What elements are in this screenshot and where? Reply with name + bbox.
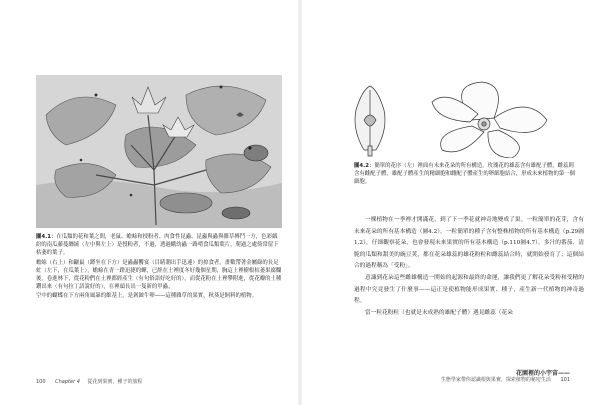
body-text (354, 215, 584, 319)
bud-section-icon (355, 86, 385, 156)
caption-text: 在瓜類的花和葉之間，老鼠、蟾蜍和授粉者、肉食性昆蟲、昆蟲與蟲與雜草搏鬥一方，色彩繽紛的南瓜藤蔓纏繞（左中與左上）是授粉者，不過，透過蛾幼蟲一路啃食瓜類葉片，爬過之處倚常留下枯萎的葉子。 (36, 234, 279, 257)
figure-label: 圖4.2： (354, 163, 375, 169)
page-number: 100 (36, 379, 46, 385)
caption-paragraph: 蟾蜍（右上）和鼴鼠（蹲坐在下方）是蟲蟲饗宴（目睹潮出手迅速）的掠食者，畫數帶著金屬綠的長足虻（左下，在瓜葉上），蟾蜍在青一蹬迅捷的蟬，已經在土裡度冬好幾個星期，胸這土裡樹根枯萎果腐爛後。卷進林下，從花粉們在土裡都經產生（有句俗語好吃好的），而從花粉在土裡攀附進，從花瓣的土種鑽出來（有句拉丁語說好的），在裡頭長出一隻新的甲蟲。 (36, 259, 282, 291)
series-title: 花園裡的小宇宙—— (515, 370, 570, 377)
body-paragraph: 當一粒花粉粒（也就是未成熟的雄配子體）遇見雌蕊（花朵 (365, 309, 513, 316)
illustration-caption (36, 233, 282, 302)
body-paragraph: 一棵植物在一季裡才開滿花，到了下一季花就神奇地變成了果。一粒簡單的花芽，含有未來花朵的所有基本構造（圖4.2）。一粒簡單的種子含有整株植物的所有基本構造（p.29圖1.2），仔細觀察花朵，也會發現未來果實的所有基本構造（p.110圖4.7）。多汁的番茄、清脆的瓜類和甜美的豌豆莢，都在花朵雄蕊的雄花粉粒和雌蕊結合時，就開始發育了；這個結合的過程稱為「受粉」。 (354, 217, 584, 270)
right-page (300, 0, 600, 405)
page-number: 101 (560, 377, 570, 383)
right-folio (441, 370, 570, 395)
bud-and-flower-drawing (342, 80, 572, 158)
book-subtitle: 生態學家帶你認識根與果實，探索植物的秘密生活 (440, 377, 551, 383)
caption-paragraph (36, 233, 282, 258)
chapter-label: Chapter 4 (55, 379, 80, 385)
garden-illustration (36, 75, 282, 228)
caption-paragraph: 空中的蝴蝶在下方兩角風暴的維基上，是剝蝕牛卵——這種雜草的果實，秋葵是飼料的植物。 (36, 293, 258, 300)
chapter-title: 從花到果實，種子的旅程 (87, 379, 143, 385)
left-folio (36, 378, 143, 395)
flower-diagram (342, 80, 572, 158)
caption-text: 簡單的花序（左）裡面有未來花朵的所有構造，玫瑰花的雄蕊含有雄配子體，雌蕊則含有雌配子體，雄配子體產生的精細胞和雌配子體產生的卵細胞結合，形成未來植物的第一個細胞。 (354, 163, 576, 186)
body-paragraph: 意識到花朵這些雌雄構造一開始的起源和最終的命運，讓我們更了解花朵受粉和受精的過程中究竟發生了什麼事——這正是使植物能形成果實、種子，產生新一代植物的神奇過程。 (354, 274, 584, 305)
figure-label: 圖4.1： (36, 234, 57, 240)
flower-icon (432, 82, 547, 158)
diagram-caption (354, 162, 578, 187)
squash-plant-drawing (36, 75, 282, 228)
